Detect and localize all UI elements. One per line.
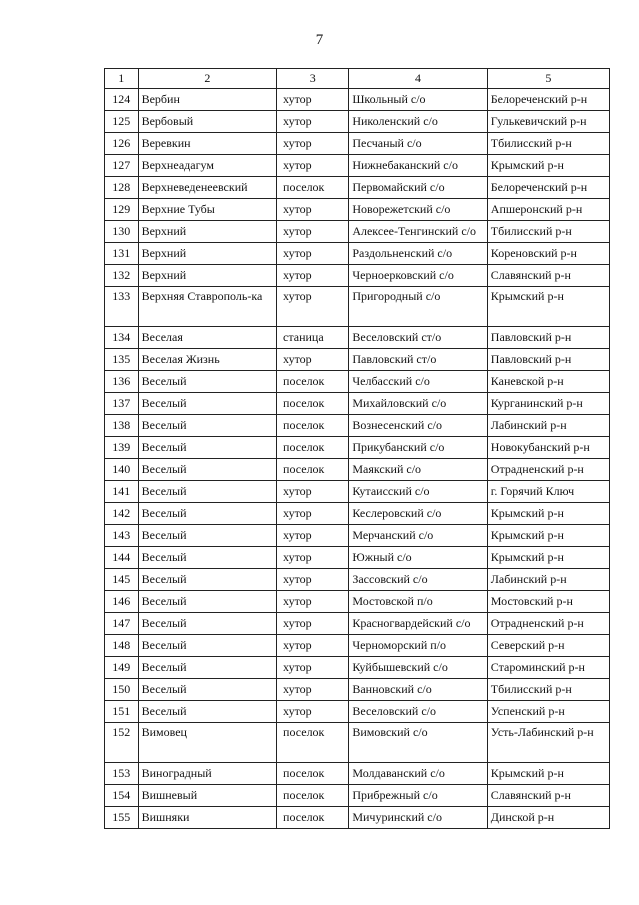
- row-number-cell: 152: [105, 723, 139, 763]
- row-number-cell: 147: [105, 613, 139, 635]
- district-cell: Курганинский р-н: [487, 393, 609, 415]
- district-cell: Новокубанский р-н: [487, 437, 609, 459]
- district-cell: Успенский р-н: [487, 701, 609, 723]
- table-row: [105, 569, 610, 591]
- row-number-cell: 124: [105, 89, 139, 111]
- table-row: [105, 393, 610, 415]
- council-cell: Прибрежный с/о: [349, 785, 487, 807]
- district-cell: Павловский р-н: [487, 327, 609, 349]
- settlement-type-cell: хутор: [277, 503, 349, 525]
- district-cell: Белореченский р-н: [487, 89, 609, 111]
- table-row: [105, 415, 610, 437]
- row-number-cell: 133: [105, 287, 139, 327]
- settlement-type-cell: хутор: [277, 155, 349, 177]
- table-row: [105, 679, 610, 701]
- council-cell: Черноерковский с/о: [349, 265, 487, 287]
- row-number-cell: 148: [105, 635, 139, 657]
- district-cell: Славянский р-н: [487, 785, 609, 807]
- table-row: [105, 265, 610, 287]
- settlement-type-cell: поселок: [277, 459, 349, 481]
- settlement-name-cell: Веселый: [138, 635, 276, 657]
- council-cell: Песчаный с/о: [349, 133, 487, 155]
- settlement-type-cell: хутор: [277, 569, 349, 591]
- council-cell: Красногвардейский с/о: [349, 613, 487, 635]
- settlement-type-cell: поселок: [277, 177, 349, 199]
- district-cell: Мостовский р-н: [487, 591, 609, 613]
- district-cell: Северский р-н: [487, 635, 609, 657]
- row-number-cell: 132: [105, 265, 139, 287]
- settlement-name-cell: Вимовец: [138, 723, 276, 763]
- settlement-name-cell: Веселый: [138, 569, 276, 591]
- settlement-name-cell: Веселый: [138, 613, 276, 635]
- table-row: [105, 657, 610, 679]
- settlement-type-cell: хутор: [277, 265, 349, 287]
- district-cell: Крымский р-н: [487, 525, 609, 547]
- row-number-cell: 141: [105, 481, 139, 503]
- council-cell: Кеслеровский с/о: [349, 503, 487, 525]
- district-cell: Крымский р-н: [487, 287, 609, 327]
- settlement-type-cell: хутор: [277, 635, 349, 657]
- settlement-name-cell: Веселый: [138, 437, 276, 459]
- table-row: [105, 701, 610, 723]
- table-row: [105, 807, 610, 829]
- table-row: [105, 525, 610, 547]
- council-cell: Веселовский с/о: [349, 701, 487, 723]
- table-row: [105, 591, 610, 613]
- district-cell: Апшеронский р-н: [487, 199, 609, 221]
- district-cell: Отрадненский р-н: [487, 459, 609, 481]
- district-cell: г. Горячий Ключ: [487, 481, 609, 503]
- row-number-cell: 130: [105, 221, 139, 243]
- row-number-cell: 128: [105, 177, 139, 199]
- settlement-name-cell: Веселый: [138, 547, 276, 569]
- council-cell: Первомайский с/о: [349, 177, 487, 199]
- row-number-cell: 145: [105, 569, 139, 591]
- table-row: [105, 635, 610, 657]
- row-number-cell: 150: [105, 679, 139, 701]
- row-number-cell: 129: [105, 199, 139, 221]
- table-row: [105, 503, 610, 525]
- table-row: [105, 199, 610, 221]
- settlement-type-cell: хутор: [277, 243, 349, 265]
- row-number-cell: 136: [105, 371, 139, 393]
- settlement-type-cell: хутор: [277, 133, 349, 155]
- district-cell: Тбилисский р-н: [487, 679, 609, 701]
- row-number-cell: 154: [105, 785, 139, 807]
- council-cell: Прикубанский с/о: [349, 437, 487, 459]
- settlement-type-cell: поселок: [277, 723, 349, 763]
- district-cell: Тбилисский р-н: [487, 133, 609, 155]
- table-row: [105, 723, 610, 763]
- district-cell: Крымский р-н: [487, 155, 609, 177]
- council-cell: Веселовский ст/о: [349, 327, 487, 349]
- row-number-cell: 144: [105, 547, 139, 569]
- council-cell: Николенский с/о: [349, 111, 487, 133]
- table-row: [105, 349, 610, 371]
- settlement-type-cell: хутор: [277, 89, 349, 111]
- settlement-name-cell: Веселый: [138, 459, 276, 481]
- settlement-name-cell: Веселый: [138, 415, 276, 437]
- row-number-cell: 126: [105, 133, 139, 155]
- district-cell: Лабинский р-н: [487, 569, 609, 591]
- settlement-name-cell: Вербин: [138, 89, 276, 111]
- district-cell: Крымский р-н: [487, 763, 609, 785]
- table-row: [105, 785, 610, 807]
- row-number-cell: 140: [105, 459, 139, 481]
- column-header: 2: [138, 69, 276, 89]
- settlement-name-cell: Верхневеденеевский: [138, 177, 276, 199]
- settlement-type-cell: поселок: [277, 371, 349, 393]
- row-number-cell: 146: [105, 591, 139, 613]
- district-cell: Крымский р-н: [487, 503, 609, 525]
- settlement-type-cell: хутор: [277, 657, 349, 679]
- district-cell: Каневской р-н: [487, 371, 609, 393]
- settlement-type-cell: хутор: [277, 613, 349, 635]
- row-number-cell: 125: [105, 111, 139, 133]
- table-row: [105, 763, 610, 785]
- settlement-type-cell: поселок: [277, 437, 349, 459]
- district-cell: Усть-Лабинский р-н: [487, 723, 609, 763]
- council-cell: Новорежетский с/о: [349, 199, 487, 221]
- settlement-type-cell: хутор: [277, 221, 349, 243]
- table-row: [105, 155, 610, 177]
- row-number-cell: 151: [105, 701, 139, 723]
- council-cell: Мерчанский с/о: [349, 525, 487, 547]
- council-cell: Ванновский с/о: [349, 679, 487, 701]
- council-cell: Алексее-Тенгинский с/о: [349, 221, 487, 243]
- council-cell: Молдаванский с/о: [349, 763, 487, 785]
- column-header: 3: [277, 69, 349, 89]
- row-number-cell: 131: [105, 243, 139, 265]
- settlement-name-cell: Веселая: [138, 327, 276, 349]
- district-cell: Крымский р-н: [487, 547, 609, 569]
- council-cell: Нижнебаканский с/о: [349, 155, 487, 177]
- settlement-type-cell: хутор: [277, 349, 349, 371]
- row-number-cell: 142: [105, 503, 139, 525]
- council-cell: Кутаисский с/о: [349, 481, 487, 503]
- council-cell: Вимовский с/о: [349, 723, 487, 763]
- council-cell: Куйбышевский с/о: [349, 657, 487, 679]
- settlement-name-cell: Верхние Тубы: [138, 199, 276, 221]
- column-header: 4: [349, 69, 487, 89]
- settlement-type-cell: хутор: [277, 111, 349, 133]
- council-cell: Маякский с/о: [349, 459, 487, 481]
- district-cell: Кореновский р-н: [487, 243, 609, 265]
- district-cell: Гулькевичский р-н: [487, 111, 609, 133]
- settlement-name-cell: Верхний: [138, 221, 276, 243]
- council-cell: Вознесенский с/о: [349, 415, 487, 437]
- table-row: [105, 371, 610, 393]
- column-header: 1: [105, 69, 139, 89]
- settlement-type-cell: поселок: [277, 785, 349, 807]
- district-cell: Отрадненский р-н: [487, 613, 609, 635]
- table-row: [105, 459, 610, 481]
- settlement-name-cell: Веселый: [138, 525, 276, 547]
- settlement-type-cell: поселок: [277, 763, 349, 785]
- table-row: [105, 177, 610, 199]
- district-cell: Славянский р-н: [487, 265, 609, 287]
- settlement-name-cell: Вишневый: [138, 785, 276, 807]
- settlement-name-cell: Веселый: [138, 503, 276, 525]
- district-cell: Белореченский р-н: [487, 177, 609, 199]
- table-row: [105, 327, 610, 349]
- council-cell: Павловский ст/о: [349, 349, 487, 371]
- settlement-type-cell: хутор: [277, 199, 349, 221]
- district-cell: Староминский р-н: [487, 657, 609, 679]
- settlement-name-cell: Веселый: [138, 701, 276, 723]
- page-number: 7: [315, 32, 324, 48]
- settlement-name-cell: Веселый: [138, 591, 276, 613]
- row-number-cell: 134: [105, 327, 139, 349]
- council-cell: Зассовский с/о: [349, 569, 487, 591]
- settlement-type-cell: поселок: [277, 415, 349, 437]
- table-row: [105, 133, 610, 155]
- settlement-type-cell: хутор: [277, 525, 349, 547]
- settlement-type-cell: хутор: [277, 679, 349, 701]
- council-cell: Мостовской п/о: [349, 591, 487, 613]
- table-row: [105, 481, 610, 503]
- settlement-type-cell: поселок: [277, 393, 349, 415]
- council-cell: Михайловский с/о: [349, 393, 487, 415]
- district-cell: Павловский р-н: [487, 349, 609, 371]
- settlement-name-cell: Веселый: [138, 371, 276, 393]
- settlement-type-cell: хутор: [277, 547, 349, 569]
- settlement-name-cell: Веселый: [138, 679, 276, 701]
- row-number-cell: 139: [105, 437, 139, 459]
- settlement-type-cell: хутор: [277, 287, 349, 327]
- table-row: [105, 111, 610, 133]
- table-row: [105, 89, 610, 111]
- settlement-type-cell: поселок: [277, 807, 349, 829]
- row-number-cell: 135: [105, 349, 139, 371]
- settlement-type-cell: хутор: [277, 701, 349, 723]
- district-cell: Лабинский р-н: [487, 415, 609, 437]
- row-number-cell: 138: [105, 415, 139, 437]
- district-cell: Динской р-н: [487, 807, 609, 829]
- table-row: [105, 437, 610, 459]
- table-row: [105, 221, 610, 243]
- settlement-name-cell: Верхний: [138, 265, 276, 287]
- column-header: 5: [487, 69, 609, 89]
- district-cell: Тбилисский р-н: [487, 221, 609, 243]
- table-row: [105, 613, 610, 635]
- table-row: [105, 287, 610, 327]
- settlement-name-cell: Вербовый: [138, 111, 276, 133]
- row-number-cell: 143: [105, 525, 139, 547]
- row-number-cell: 153: [105, 763, 139, 785]
- row-number-cell: 155: [105, 807, 139, 829]
- row-number-cell: 137: [105, 393, 139, 415]
- settlement-type-cell: хутор: [277, 591, 349, 613]
- settlement-name-cell: Веселый: [138, 657, 276, 679]
- council-cell: Мичуринский с/о: [349, 807, 487, 829]
- row-number-cell: 149: [105, 657, 139, 679]
- settlement-name-cell: Верхний: [138, 243, 276, 265]
- settlement-type-cell: хутор: [277, 481, 349, 503]
- settlements-table: [104, 68, 610, 829]
- council-cell: Черноморский п/о: [349, 635, 487, 657]
- settlement-name-cell: Веселый: [138, 481, 276, 503]
- header-row: [105, 69, 610, 89]
- settlement-name-cell: Верхнеадагум: [138, 155, 276, 177]
- council-cell: Челбасский с/о: [349, 371, 487, 393]
- council-cell: Южный с/о: [349, 547, 487, 569]
- council-cell: Раздольненский с/о: [349, 243, 487, 265]
- settlement-name-cell: Веселая Жизнь: [138, 349, 276, 371]
- settlement-name-cell: Верхняя Ставрополь-ка: [138, 287, 276, 327]
- settlement-type-cell: станица: [277, 327, 349, 349]
- settlement-name-cell: Виноградный: [138, 763, 276, 785]
- settlement-name-cell: Вишняки: [138, 807, 276, 829]
- settlement-name-cell: Веселый: [138, 393, 276, 415]
- table-row: [105, 547, 610, 569]
- table-row: [105, 243, 610, 265]
- row-number-cell: 127: [105, 155, 139, 177]
- council-cell: Пригородный с/о: [349, 287, 487, 327]
- settlement-name-cell: Веревкин: [138, 133, 276, 155]
- council-cell: Школьный с/о: [349, 89, 487, 111]
